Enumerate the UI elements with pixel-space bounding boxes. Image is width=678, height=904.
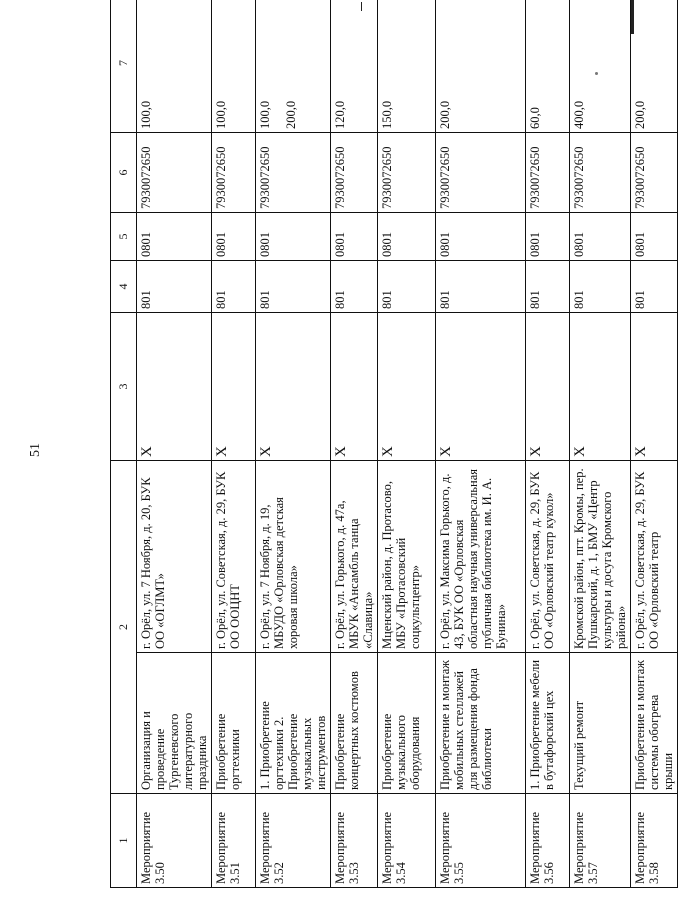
target-article-cell: 7930072650 xyxy=(212,133,256,213)
table-row xyxy=(331,0,378,888)
mark-cell: X xyxy=(256,313,331,461)
section-cell: 0801 xyxy=(378,213,436,261)
event-cell: Мероприятие 3.58 xyxy=(631,794,678,888)
address-cell: г. Орёл, ул. Горького, д. 47а, МБУК «Ансамбль танца «Славица» xyxy=(331,461,378,653)
address-cell: г. Орёл, ул. 7 Ноября, д. 20, БУК ОО «ОГЛМТ» xyxy=(137,461,212,653)
name-cell: 1. Приобретение оргтехники 2. Приобретение музыкальных инструментов xyxy=(256,653,331,794)
table-row xyxy=(526,0,570,888)
amount-cell xyxy=(212,0,256,133)
mark-cell: X xyxy=(378,313,436,461)
mark-cell: X xyxy=(331,313,378,461)
header-row xyxy=(111,0,137,888)
name-cell: Организация и проведение Тургеневского литературного праздника xyxy=(137,653,212,794)
event-cell: Мероприятие 3.51 xyxy=(212,794,256,888)
name-cell: Приобретение и монтаж мобильных стеллажей для размещения фонда библиотеки xyxy=(436,653,526,794)
code-cell: 801 xyxy=(526,261,570,313)
code-cell: 801 xyxy=(137,261,212,313)
table-row xyxy=(436,0,526,888)
table-row xyxy=(378,0,436,888)
address-cell: г. Орёл, ул. Максима Горького, д. 43, БУК ОО «Орловская областная научная универсальная публичная библиотека им. И. А. Бунина» xyxy=(436,461,526,653)
table-row xyxy=(212,0,256,888)
name-cell: Приобретение музыкального оборудования xyxy=(378,653,436,794)
table-row xyxy=(570,0,631,888)
header-cell: 4 xyxy=(111,261,137,313)
amount-cell xyxy=(526,0,570,133)
budget-table xyxy=(110,0,678,888)
target-article-cell: 7930072650 xyxy=(331,133,378,213)
section-cell: 0801 xyxy=(436,213,526,261)
target-article-cell: 7930072650 xyxy=(378,133,436,213)
amount-value: 400,0 xyxy=(572,100,586,129)
target-article-cell: 7930072650 xyxy=(256,133,331,213)
name-cell: Приобретение концертных костюмов xyxy=(331,653,378,794)
code-cell: 801 xyxy=(212,261,256,313)
amount-value: 200,0 xyxy=(438,100,452,129)
target-article-cell: 7930072650 xyxy=(631,133,678,213)
header-cell: 1 xyxy=(111,794,137,888)
code-cell: 801 xyxy=(631,261,678,313)
target-article-cell: 7930072650 xyxy=(526,133,570,213)
name-cell: Приобретение оргтехники xyxy=(212,653,256,794)
section-cell: 0801 xyxy=(331,213,378,261)
section-cell: 0801 xyxy=(570,213,631,261)
amount-value: 150,0 xyxy=(380,100,394,129)
table-row xyxy=(137,0,212,888)
address-cell: г. Орёл, ул. Советская, д. 29, БУК ОО ООЦНТ xyxy=(212,461,256,653)
name-cell: Приобретение и монтаж системы обогрева крыши xyxy=(631,653,678,794)
amount-cell xyxy=(256,0,331,133)
mark-cell: X xyxy=(436,313,526,461)
mark-cell: X xyxy=(137,313,212,461)
code-cell: 801 xyxy=(256,261,331,313)
address-cell: г. Орёл, ул. 7 Ноября, д. 19, МБУДО «Орловская детская хоровая школа» xyxy=(256,461,331,653)
address-cell: г. Орёл, ул. Советская, д. 29, БУК ОО «Орловский театр xyxy=(631,461,678,653)
amount-cell xyxy=(631,0,678,133)
address-cell: Мценский район, д. Протасово, МБУ «Протасовский соцкультцентр» xyxy=(378,461,436,653)
event-cell: Мероприятие 3.55 xyxy=(436,794,526,888)
event-cell: Мероприятие 3.56 xyxy=(526,794,570,888)
section-cell: 0801 xyxy=(256,213,331,261)
amount-value: 200,0 xyxy=(633,100,647,129)
event-cell: Мероприятие 3.53 xyxy=(331,794,378,888)
header-cell: 2 xyxy=(111,461,137,794)
header-cell: 7 xyxy=(111,0,137,133)
section-cell: 0801 xyxy=(631,213,678,261)
event-cell: Мероприятие 3.57 xyxy=(570,794,631,888)
page-number: 51 xyxy=(28,443,43,457)
header-cell: 6 xyxy=(111,133,137,213)
amount-cell xyxy=(570,0,631,133)
amount-cell xyxy=(137,0,212,133)
mark-cell: X xyxy=(570,313,631,461)
mark-cell: X xyxy=(631,313,678,461)
header-cell: 5 xyxy=(111,213,137,261)
header-cell: 3 xyxy=(111,313,137,461)
name-cell: 1. Приобретение мебели в бутафорский цех xyxy=(526,653,570,794)
event-cell: Мероприятие 3.54 xyxy=(378,794,436,888)
amount-cell xyxy=(378,0,436,133)
code-cell: 801 xyxy=(378,261,436,313)
table-container xyxy=(110,34,675,888)
section-cell: 0801 xyxy=(526,213,570,261)
section-cell: 0801 xyxy=(212,213,256,261)
amount-value: 100,0 xyxy=(258,100,272,129)
section-cell: 0801 xyxy=(137,213,212,261)
event-cell: Мероприятие 3.50 xyxy=(137,794,212,888)
amount-value: 120,0 xyxy=(333,100,347,129)
target-article-cell: 7930072650 xyxy=(436,133,526,213)
code-cell: 801 xyxy=(331,261,378,313)
mark-cell: X xyxy=(526,313,570,461)
address-cell: г. Орёл, ул. Советская, д. 29, БУК ОО «Орловский театр кукол» xyxy=(526,461,570,653)
amount-cell xyxy=(331,0,378,133)
amount-value: 200,0 xyxy=(284,100,298,129)
amount-value: 60,0 xyxy=(528,107,542,129)
address-cell: Кромской район, пгт. Кромы, пер. Пушкарский, д. 1, БМУ «Центр культуры и досуга Кромского района» xyxy=(570,461,631,653)
event-cell: Мероприятие 3.52 xyxy=(256,794,331,888)
amount-cell xyxy=(436,0,526,133)
table-row xyxy=(631,0,678,888)
code-cell: 801 xyxy=(570,261,631,313)
mark-cell: X xyxy=(212,313,256,461)
amount-value: 100,0 xyxy=(214,100,228,129)
code-cell: 801 xyxy=(436,261,526,313)
amount-value: 100,0 xyxy=(139,100,153,129)
target-article-cell: 7930072650 xyxy=(137,133,212,213)
target-article-cell: 7930072650 xyxy=(570,133,631,213)
name-cell: Текущий ремонт xyxy=(570,653,631,794)
table-row xyxy=(256,0,331,888)
